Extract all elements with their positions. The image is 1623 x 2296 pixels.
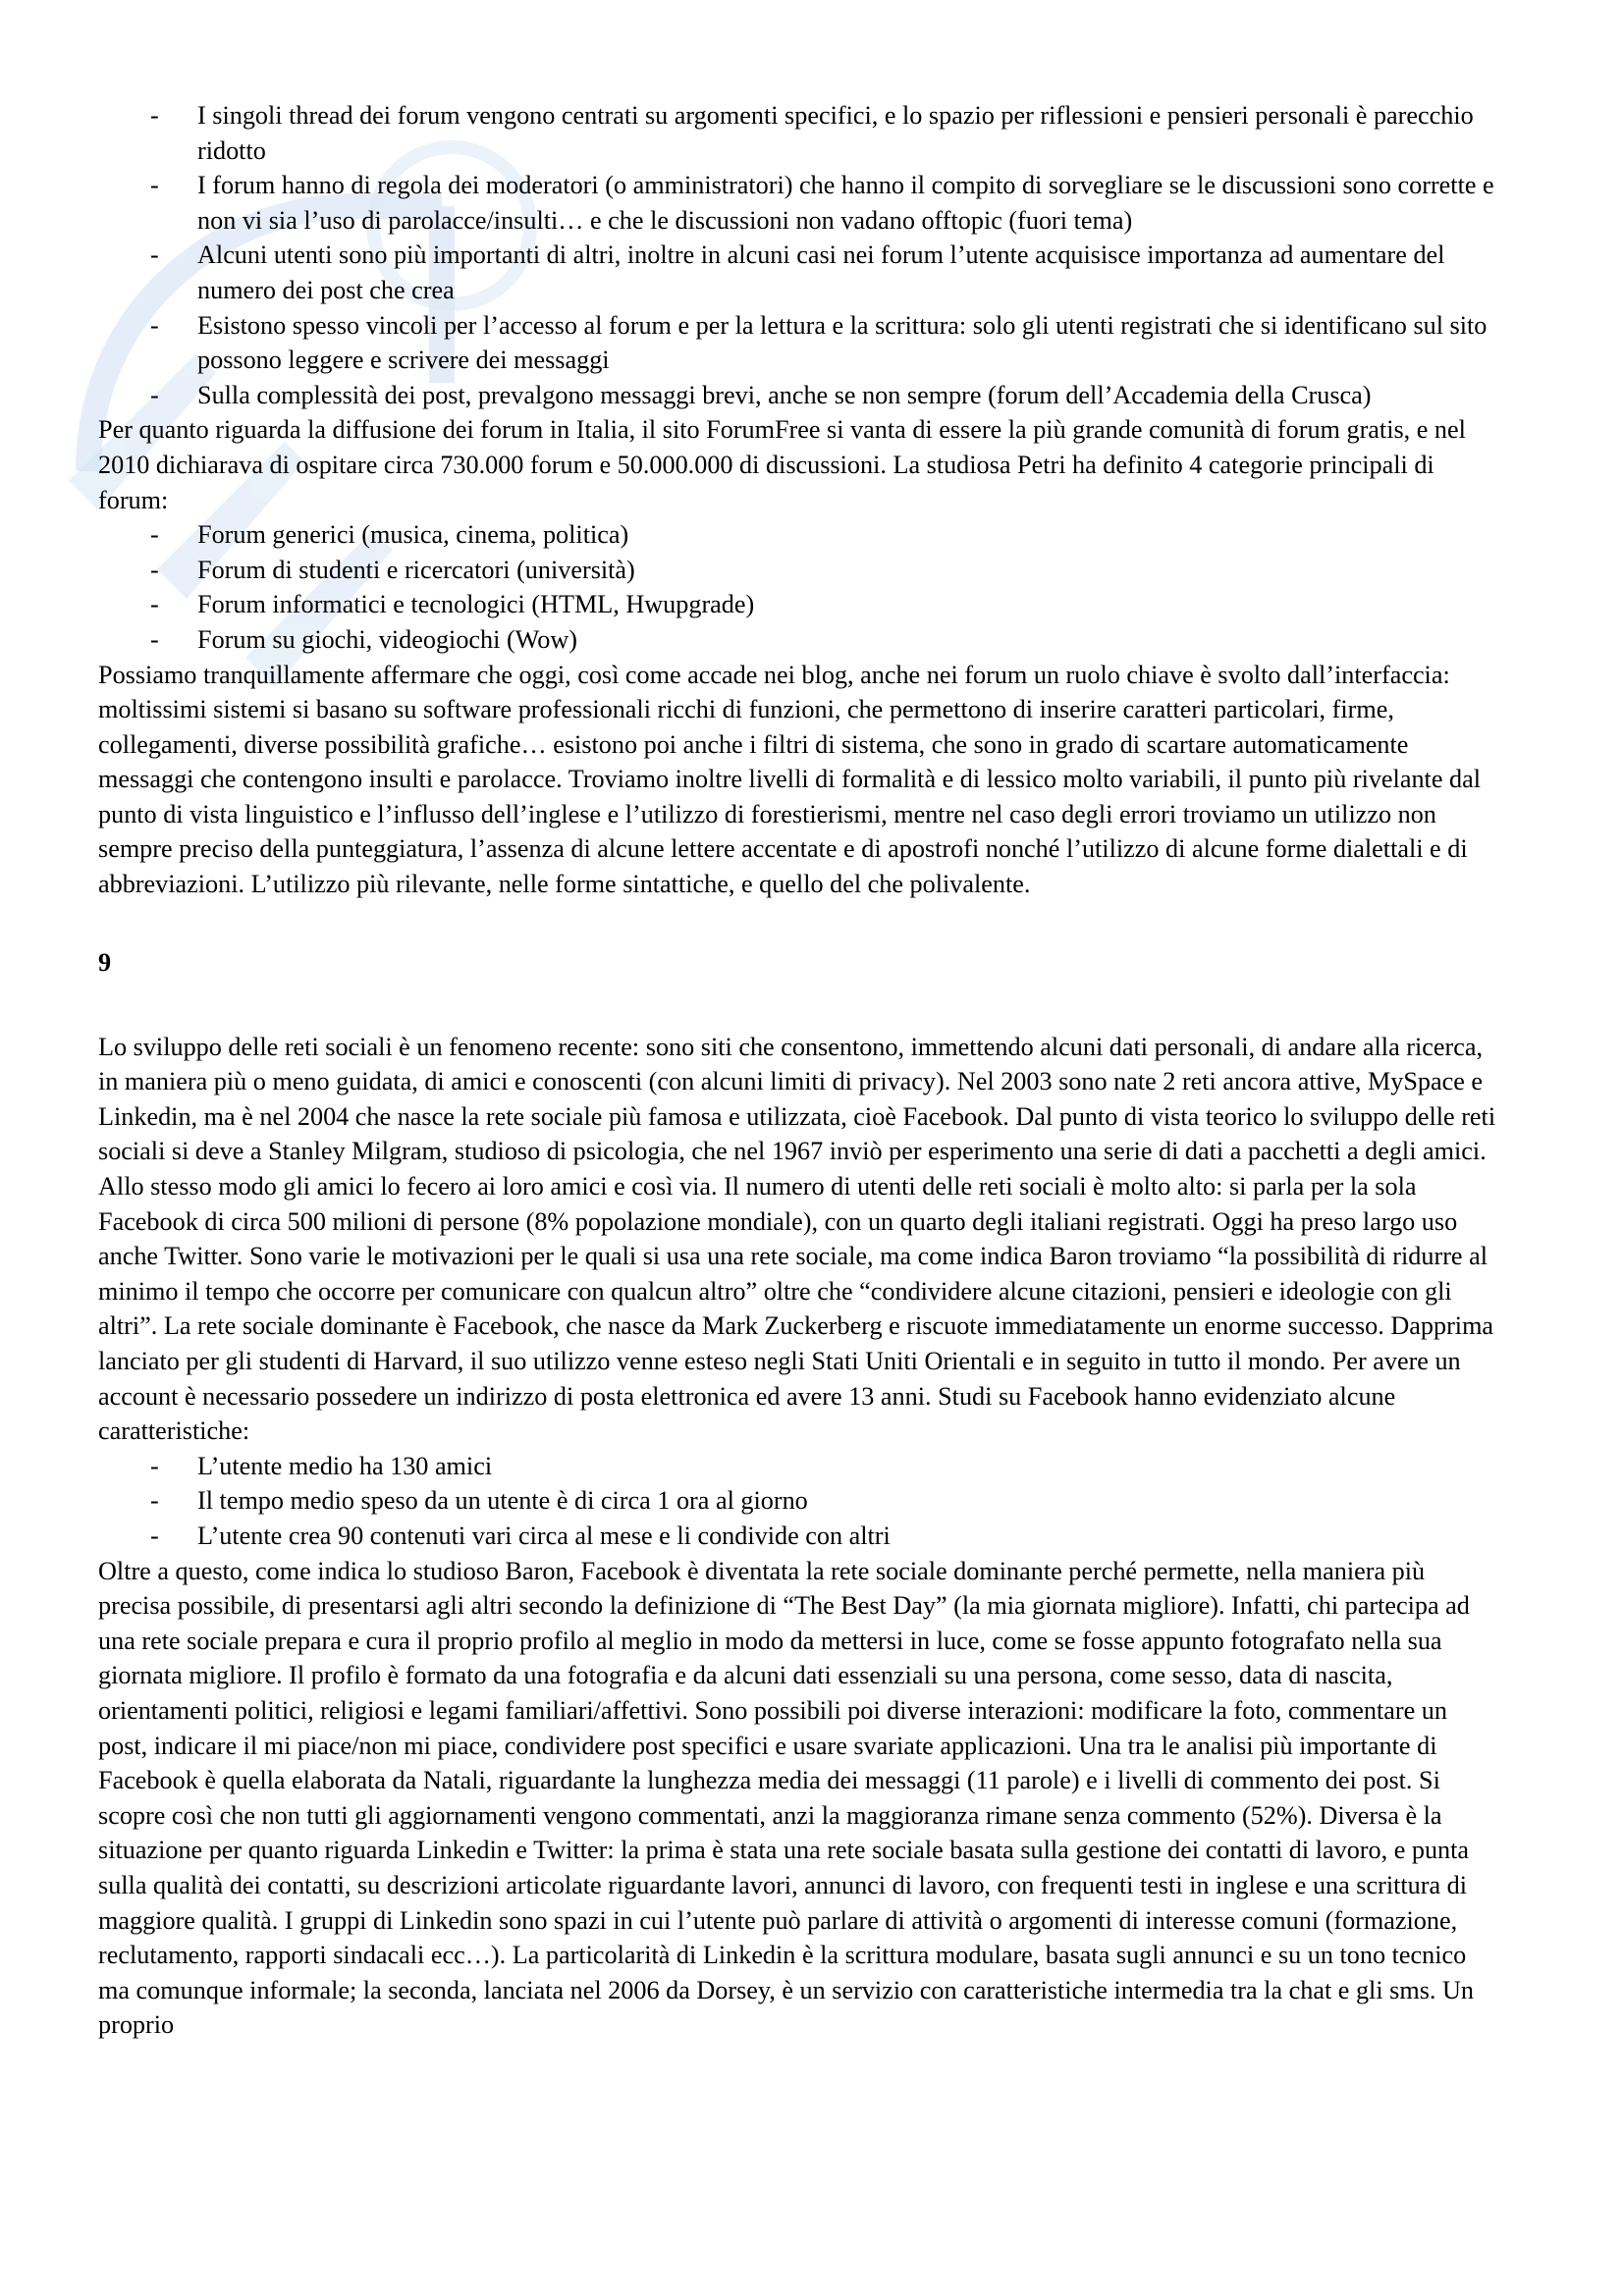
list-item: - Forum su giochi, videogiochi (Wow) (150, 624, 578, 654)
list-item: - Forum generici (musica, cinema, politica) (150, 520, 629, 550)
list-item: - L’utente medio ha 130 amici (150, 1451, 493, 1480)
list-item: - Alcuni utenti sono più importanti di altri, inoltre in alcuni casi nei forum l’utente acquisisce importanza ad aumentare del numero dei post che crea (150, 240, 1445, 304)
document-body (98, 98, 1497, 2043)
list-item: - Esistono spesso vincoli per l’accesso al forum e per la lettura e la scrittura: solo gli utenti registrati che si identificano sul sito possono leggere e scrivere dei messaggi (150, 310, 1488, 375)
paragraph-social-networks: Lo sviluppo delle reti sociali è un fenomeno recente: sono siti che consentono, immettendo alcuni dati personali, di andare alla ricerca, in maniera più o meno guidata, di amici e conoscenti (con alcuni limiti di privacy). Nel 2003 sono nate 2 reti ancora attive, MySpace e Linkedin, ma è nel 2004 che nasce la rete sociale più famosa e utilizzata, cioè Facebook. Dal punto di vista teorico lo sviluppo delle reti sociali si deve a Stanley Milgram, studioso di psicologia, che nel 1967 inviò per esperimento una serie di dati a pacchetti a degli amici. Allo stesso modo gli amici lo fecero ai loro amici e così via. Il numero di utenti delle reti sociali è molto alto: si parla per la sola Facebook di circa 500 milioni di persone (8% popolazione mondiale), con un quarto degli italiani registrati. Oggi ha preso largo uso anche Twitter. Sono varie le motivazioni per le quali si usa una rete sociale, ma come indica Baron troviamo “la possibilità di ridurre al minimo il tempo che occorre per comunicare con qualcun altro” oltre che “condividere alcune citazioni, pensieri e ideologie con gli altri”. La rete sociale dominante è Facebook, che nasce da Mark Zuckerberg e riscuote immediatamente un enorme successo. Dapprima lanciato per gli studenti di Harvard, il suo utilizzo venne esteso negli Stati Uniti Orientali e in seguito in tutto il mondo. Per avere un account è necessario possedere un indirizzo di posta elettronica ed avere 13 anni. Studi su Facebook hanno evidenziato alcune caratteristiche: (98, 1032, 1496, 1446)
list-item: - I forum hanno di regola dei moderatori (o amministratori) che hanno il compito di sorvegliare se le discussioni sono corrette e non vi sia l’uso di parolacce/insulti… e che le discussioni non vadano offtopic (fuori tema) (150, 171, 1494, 235)
list-item: - Sulla complessità dei post, prevalgono messaggi brevi, anche se non sempre (forum dell’Accademia della Crusca) (150, 380, 1372, 409)
list-item: - Forum di studenti e ricercatori (università) (150, 555, 635, 584)
section-number: 9 (98, 947, 112, 977)
paragraph-forum-diffusion: Per quanto riguarda la diffusione dei forum in Italia, il sito ForumFree si vanta di essere la più grande comunità di forum gratis, e nel 2010 dichiarava di ospitare circa 730.000 forum e 50.000.000 di discussioni. La studiosa Petri ha definito 4 categorie principali di forum: (98, 415, 1466, 514)
forum-categories-list (98, 517, 1497, 657)
facebook-characteristics-list (98, 1449, 1497, 1554)
list-item: - Il tempo medio speso da un utente è di circa 1 ora al giorno (150, 1486, 808, 1516)
list-item: - I singoli thread dei forum vengono centrati su argomenti specifici, e lo spazio per riflessioni e pensieri personali è parecchio ridotto (150, 101, 1474, 165)
forum-characteristics-list (98, 98, 1497, 412)
list-item: - Forum informatici e tecnologici (HTML, Hwupgrade) (150, 590, 755, 619)
paragraph-facebook-linkedin-twitter: Oltre a questo, come indica lo studioso Baron, Facebook è diventata la rete sociale dominante perché permette, nella maniera più precisa possibile, di presentarsi agli altri secondo la definizione di “The Best Day” (la mia giornata migliore). Infatti, chi partecipa ad una rete sociale prepara e cura il proprio profilo al meglio in modo da mettersi in luce, come se fosse appunto fotografato nella sua giornata migliore. Il profilo è formato da una fotografia e da alcuni dati essenziali su una persona, come sesso, data di nascita, orientamenti politici, religiosi e legami familiari/affettivi. Sono possibili poi diverse interazioni: modificare la foto, commentare un post, indicare il mi piace/non mi piace, condividere post specifici e usare svariate applicazioni. Una tra le analisi più importante di Facebook è quella elaborata da Natali, riguardante la lunghezza media dei messaggi (11 parole) e i livelli di commento dei post. Si scopre così che non tutti gli aggiornamenti vengono commentati, anzi la maggioranza rimane senza commento (52%). Diversa è la situazione per quanto riguarda Linkedin e Twitter: la prima è stata una rete sociale basata sulla gestione dei contatti di lavoro, e punta sulla qualità dei contatti, su descrizioni articolate riguardante lavori, annunci di lavoro, con frequenti testi in inglese e una scrittura di maggiore qualità. I gruppi di Linkedin sono spazi in cui l’utente può parlare di attività o argomenti di interesse comuni (formazione, reclutamento, rapporti sindacali ecc…). La particolarità di Linkedin è la scrittura modulare, basata sugli annunci e su un tono tecnico ma comunque informale; la seconda, lanciata nel 2006 da Dorsey, è un servizio con caratteristiche intermedia tra la chat e gli sms. Un proprio (98, 1556, 1474, 2040)
paragraph-forum-interface: Possiamo tranquillamente affermare che oggi, così come accade nei blog, anche nei forum un ruolo chiave è svolto dall’interfaccia: moltissimi sistemi si basano su software professionali ricchi di funzioni, che permettono di inserire caratteri particolari, firme, collegamenti, diverse possibilità grafiche… esistono poi anche i filtri di sistema, che sono in grado di scartare automaticamente messaggi che contengono insulti e parolacce. Troviamo inoltre livelli di formalità e di lessico molto variabili, il punto più rivelante dal punto di vista linguistico e l’influsso dell’inglese e l’utilizzo di forestierismi, mentre nel caso degli errori troviamo un utilizzo non sempre preciso della punteggiatura, l’assenza di alcune lettere accentate e di apostrofi nonché l’utilizzo di alcune forme dialettali e di abbreviazioni. L’utilizzo più rilevante, nelle forme sintattiche, e quello del che polivalente. (98, 660, 1481, 899)
list-item: - L’utente crea 90 contenuti vari circa al mese e li condivide con altri (150, 1521, 891, 1550)
